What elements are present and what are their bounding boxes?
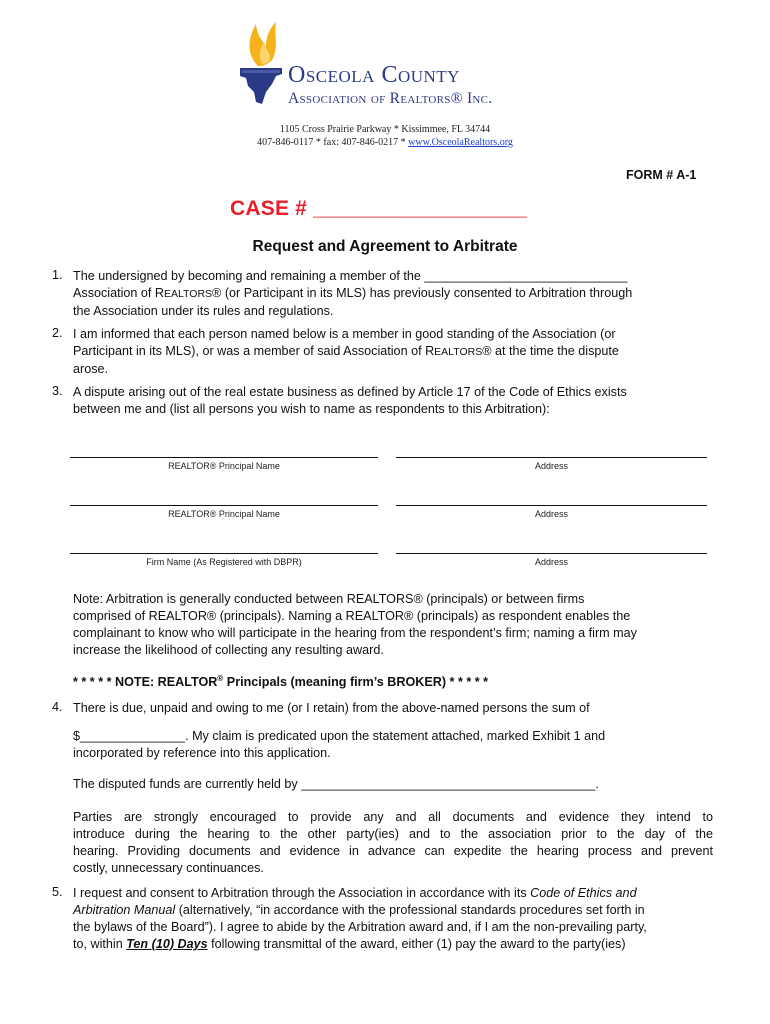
firm-name-line[interactable] — [70, 553, 378, 554]
item-2-text — [73, 326, 713, 378]
parties-line-2: introduce during the hearing to the other party(ies) and to the association prior to the day of the — [73, 827, 713, 841]
phone-line — [0, 137, 770, 148]
address-label-3: Address — [534, 557, 569, 567]
address-label-1: Address — [534, 461, 569, 471]
item-1-line-3: the Association under its rules and regulations. — [73, 304, 334, 318]
item-4-line-3: incorporated by reference into this application. — [73, 746, 331, 760]
parties-line-3: hearing. Providing documents and evidence in advance can expedite the hearing process and prevent — [73, 844, 713, 858]
item-5-ten-days: Ten (10) Days — [126, 937, 208, 951]
item-3-text — [73, 384, 713, 418]
item-1-realtors-smallcaps: EALTORS — [164, 288, 213, 300]
item-4-line-1: There is due, unpaid and owing to me (or I retain) from the above-named persons the sum of — [73, 701, 590, 715]
principal-name-label-2: REALTOR® Principal Name — [168, 509, 280, 519]
item-5-line-2 — [73, 902, 713, 919]
item-4-line-2[interactable]: $_______________. My claim is predicated upon the statement attached, marked Exhibit 1 and — [73, 729, 606, 743]
realtor-note-suffix: Principals (meaning firm’s BROKER) * * * * * — [223, 675, 489, 690]
note-line-4: increase the likelihood of collecting any resulting award. — [73, 643, 384, 657]
item-5-line-3: the bylaws of the Board”). I agree to abide by the Arbitration award and, if I am the non-prevailing party, — [73, 920, 647, 934]
item-2-line-1: I am informed that each person named below is a member in good standing of the Association (or — [73, 327, 616, 341]
address-line-2[interactable] — [396, 505, 707, 506]
association-logo — [236, 18, 536, 110]
item-1-line-2 — [73, 285, 713, 303]
item-1-text — [73, 268, 713, 320]
item-3-number: 3. — [52, 384, 63, 398]
item-5-line-4 — [73, 936, 713, 953]
parties-encouraged — [73, 809, 713, 877]
principal-name-line-1[interactable] — [70, 457, 378, 458]
document-title: Request and Agreement to Arbitrate — [252, 238, 518, 255]
item-3-line-2: between me and (list all persons you wish to name as respondents to this Arbitration): — [73, 402, 550, 416]
principal-name-label-1: REALTOR® Principal Name — [168, 461, 280, 471]
item-2-line-2 — [73, 343, 713, 361]
item-1-line-2c: ® (or Participant in its MLS) has previously consented to Arbitration through — [212, 286, 633, 300]
phone-fax-text: 407-846-0117 * fax: 407-846-0217 * — [257, 137, 409, 148]
arbitration-note — [73, 591, 713, 659]
item-2-number: 2. — [52, 326, 63, 340]
item-5-number: 5. — [52, 885, 63, 899]
form-number: FORM # A-1 — [626, 168, 697, 182]
note-line-2: comprised of REALTOR® (principals). Naming a REALTOR® (principals) as respondent enables the — [73, 609, 631, 623]
item-5-line-4a: to, within — [73, 937, 127, 951]
item-2-line-3: arose. — [73, 362, 109, 376]
item-5-line-4c: following transmittal of the award, either (1) pay the award to the party(ies) — [207, 937, 626, 951]
principal-name-line-2[interactable] — [70, 505, 378, 506]
address-label-2: Address — [534, 509, 569, 519]
address-line-1[interactable] — [396, 457, 707, 458]
item-4-number: 4. — [52, 700, 63, 714]
item-5-text — [73, 885, 713, 953]
note-line-3: complainant to know who will participate in the hearing from the respondent’s firm; naming a firm may — [73, 626, 637, 640]
parties-line-1: Parties are strongly encouraged to provide any and all documents and evidence they intend to — [73, 810, 713, 824]
logo-name: Osceola County — [288, 62, 460, 88]
logo-subtitle: Association of Realtors® Inc. — [288, 90, 493, 107]
note-line-1: Note: Arbitration is generally conducted between REALTORS® (principals) or between firms — [73, 592, 585, 606]
case-number-field[interactable]: CASE # __________________ — [230, 197, 527, 220]
item-3-line-1: A dispute arising out of the real estate business as defined by Article 17 of the Code of Ethics exists — [73, 385, 627, 399]
realtor-principals-note — [73, 674, 488, 689]
address-line: 1105 Cross Prairie Parkway * Kissimmee, FL 34744 — [279, 124, 491, 135]
realtor-note-prefix: * * * * * NOTE: REALTOR — [73, 675, 218, 690]
item-4-amount — [73, 728, 713, 762]
item-5-arbitration-manual: Arbitration Manual — [73, 903, 176, 917]
item-5-line-1 — [73, 885, 713, 902]
item-1-line-2a: Association of R — [73, 286, 164, 300]
item-5-line-1a: I request and consent to Arbitration through the Association in accordance with its — [73, 886, 531, 900]
item-2-line-2c: ® at the time the dispute — [482, 344, 619, 358]
website-link[interactable]: www.OsceolaRealtors.org — [408, 137, 513, 148]
address-line-3[interactable] — [396, 553, 707, 554]
funds-held-by[interactable]: The disputed funds are currently held by __________________________________________. — [73, 777, 599, 791]
item-2-realtors-smallcaps: EALTORS — [434, 346, 483, 358]
realtor-note-sup: ® — [217, 674, 224, 683]
item-5-code-of-ethics: Code of Ethics and — [530, 886, 637, 900]
item-1-line-1: The undersigned by becoming and remaining a member of the _____________________________ — [73, 269, 628, 283]
firm-name-label: Firm Name (As Registered with DBPR) — [146, 557, 302, 567]
item-5-line-2b: (alternatively, “in accordance with the professional standards procedures set forth in — [175, 903, 645, 917]
item-1-number: 1. — [52, 268, 63, 282]
parties-line-4: costly, unnecessary continuances. — [73, 861, 264, 875]
item-2-line-2a: Participant in its MLS), or was a member of said Association of R — [73, 344, 435, 358]
flame-map-icon — [236, 18, 296, 110]
